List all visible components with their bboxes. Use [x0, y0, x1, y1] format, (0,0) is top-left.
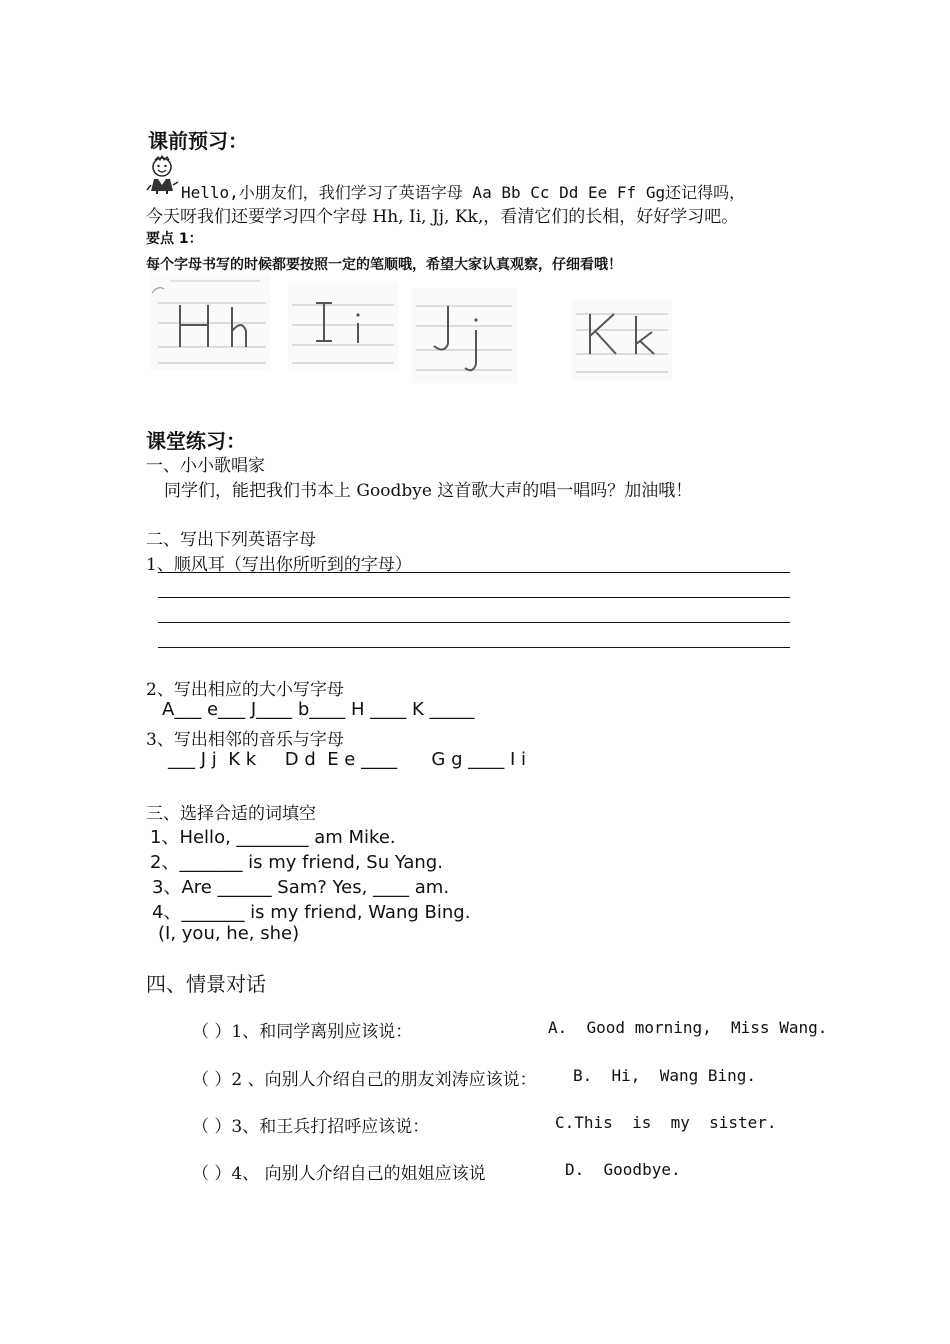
section-2-q1: 1、顺风耳（写出你所听到的字母） [146, 555, 412, 575]
letter-card-i [288, 283, 398, 371]
section-1-text: 同学们，能把我们书本上 Goodbye 这首歌大声的唱一唱吗？加油哦！ [164, 481, 693, 501]
section-2-q3: 3、写出相邻的音乐与字母 [146, 730, 344, 750]
answer-line-2[interactable] [158, 597, 790, 598]
preview-intro-line1: Hello,小朋友们，我们学习了英语字母 Aa Bb Cc Dd Ee Ff Gg还记得吗， [181, 183, 746, 202]
dialog-question-1: （ ）1、和同学离别应该说： [192, 1022, 413, 1042]
preview-intro-line2: 今天呀我们还要学习四个字母 Hh, Ii, Jj, Kk,，看清它们的长相，好好学习吧。 [146, 207, 739, 227]
dialog-answer-d: D. Goodbye. [565, 1160, 681, 1179]
dialog-question-3: （ ）3、和王兵打招呼应该说： [192, 1117, 430, 1137]
answer-line-3[interactable] [158, 622, 790, 623]
section-3-q3: 3、Are ______ Sam? Yes, ____ am. [152, 877, 450, 898]
section-2-q2: 2、写出相应的大小写字母 [146, 680, 344, 700]
section-2-q2-items: A___ e___ J____ b____ H ____ K _____ [162, 699, 475, 720]
section-3-title: 三、选择合适的词填空 [146, 804, 316, 824]
section-3-q2: 2、_______ is my friend, Su Yang. [150, 852, 443, 873]
key-point-label: 要点 1： [146, 231, 203, 247]
practice-heading: 课堂练习： [146, 429, 246, 453]
section-1-title: 一、小小歌唱家 [146, 456, 265, 476]
letter-card-k [572, 300, 672, 380]
letter-card-h [150, 275, 270, 370]
dialog-question-2: （ ）2 、向别人介绍自己的朋友刘涛应该说： [192, 1070, 537, 1090]
section-4-title: 四、情景对话 [146, 972, 266, 996]
letter-card-j [412, 288, 517, 383]
dialog-answer-b: B. Hi, Wang Bing. [573, 1066, 757, 1085]
section-2-q3-items: ___ J j K k D d E e ____ G g ____ I i [168, 749, 526, 770]
section-3-q1: 1、Hello, ________ am Mike. [150, 827, 396, 848]
section-2-title: 二、写出下列英语字母 [146, 530, 316, 550]
dialog-question-4: （ ）4、 向别人介绍自己的姐姐应该说 [192, 1164, 486, 1184]
preview-heading: 课前预习： [148, 129, 248, 153]
dialog-answer-c: C.This is my sister. [555, 1113, 777, 1132]
section-3-options: (I, you, he, she) [158, 923, 300, 944]
section-3-q4: 4、_______ is my friend, Wang Bing. [152, 902, 471, 923]
cartoon-kid-icon [146, 155, 180, 195]
answer-line-1[interactable] [158, 572, 790, 573]
key-point-text: 每个字母书写的时候都要按照一定的笔顺哦，希望大家认真观察，仔细看哦！ [146, 257, 622, 273]
answer-line-4[interactable] [158, 647, 790, 648]
dialog-answer-a: A. Good morning, Miss Wang. [548, 1018, 828, 1037]
